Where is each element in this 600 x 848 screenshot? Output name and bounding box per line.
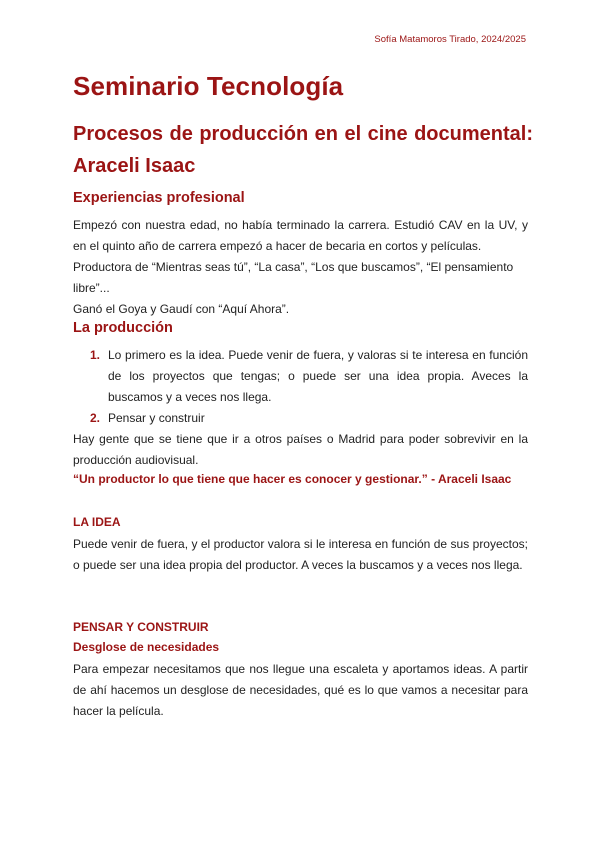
heading-la-idea: LA IDEA [73,515,121,529]
paragraph-la-idea: Puede venir de fuera, y el productor valora si le interesa en función de sus proyectos; o puede ser una idea propia del productor. A veces la buscamos y a veces nos llega. [73,537,528,572]
list-item-number: 1. [90,348,101,362]
subheading-desglose: Desglose de necesidades [73,640,220,654]
page-title: Seminario Tecnología [73,71,344,101]
list-item-text: Pensar y construir [108,411,205,425]
heading-experiencias: Experiencias profesional [73,190,245,206]
paragraph-produccion-1: Hay gente que se tiene que ir a otros países o Madrid para poder sobrevivir en la producción audiovisual. [73,432,528,467]
paragraph-desglose: Para empezar necesitamos que nos llegue una escaleta y aportamos ideas. A partir de ahí hacemos un desglose de necesidades, qué es lo que vamos a necesitar para hacer la película. [73,662,528,718]
paragraph-experiencias-1: Empezó con nuestra edad, no había terminado la carrera. Estudió CAV en la UV, y en el quinto año de carrera empezó a hacer de becaria en cortos y películas. [73,218,528,253]
list-item-text: Lo primero es la idea. Puede venir de fuera, y valoras si te interesa en función de los proyectos que tengas; o puede ser una idea propia. Aveces la buscamos y a veces nos llega. [108,348,528,404]
list-item-number: 2. [90,411,101,425]
heading-produccion: La producción [73,320,173,336]
paragraph-experiencias-2: Productora de “Mientras seas tú”, “La casa”, “Los que buscamos”, “El pensamiento libre”... [73,260,514,295]
produccion-list [73,345,528,429]
quote-araceli: “Un productor lo que tiene que hacer es conocer y gestionar.” - Araceli Isaac [73,472,512,486]
paragraph-experiencias-3: Ganó el Goya y Gaudí con “Aquí Ahora”. [73,302,290,316]
header-author-line: Sofía Matamoros Tirado, 2024/2025 [374,34,526,45]
list-item [73,345,528,408]
heading-pensar-construir: PENSAR Y CONSTRUIR [73,620,209,634]
list-item [73,408,528,429]
page-subtitle: Procesos de producción en el cine documental: Araceli Isaac [73,123,533,177]
